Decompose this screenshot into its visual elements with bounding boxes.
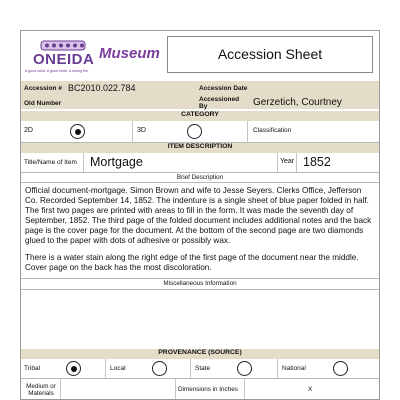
provenance-heading: PROVENANCE (SOURCE) bbox=[158, 349, 242, 356]
provenance-state-radio[interactable] bbox=[237, 361, 252, 376]
divider bbox=[83, 153, 84, 172]
title-label: Title/Name of Item bbox=[24, 159, 77, 166]
medium-value[interactable] bbox=[64, 383, 169, 397]
dimensions-separator: X bbox=[308, 386, 313, 393]
divider bbox=[105, 359, 106, 378]
option-2d-radio[interactable] bbox=[70, 124, 85, 139]
divider bbox=[247, 121, 248, 142]
accessioned-by-label bbox=[199, 96, 239, 110]
description-paragraph-1: Official document-mortgage. Simon Brown and wife to Jesse Seyers. Clerks Office, Jefferson Co. Recorded September 14, 1852. The indenture is a single sheet of blue paper folded in half. The first two pages are printed with areas to fill in the form. It was made the seventh day of September, 1852. The third page of the folded document includes additional notes and the back page is the cover page for the document. At the bottom of the second page are two diamonds glued to the paper with dots of adhesive or possibly wax. bbox=[25, 186, 372, 245]
misc-info-area[interactable] bbox=[21, 290, 379, 349]
provenance-tribal-label: Tribal bbox=[24, 365, 41, 372]
misc-label-row bbox=[21, 279, 379, 290]
medium-label-line1: Medium or bbox=[26, 383, 56, 390]
divider bbox=[244, 379, 245, 400]
logo-tagline: A good mind. A good heart. A strong fire. bbox=[25, 69, 90, 73]
accession-date-label: Accession Date bbox=[199, 85, 248, 92]
category-heading: CATEGORY bbox=[181, 111, 219, 118]
title-box bbox=[167, 36, 373, 73]
provenance-local-label: Local bbox=[110, 365, 126, 372]
title-value[interactable]: Mortgage bbox=[90, 155, 143, 169]
brief-description-area[interactable] bbox=[21, 183, 379, 279]
logo-text: ONEIDA bbox=[33, 51, 95, 68]
classification-label: Classification bbox=[253, 127, 292, 134]
provenance-heading-band bbox=[21, 349, 379, 359]
divider bbox=[277, 359, 278, 378]
brief-label-row bbox=[21, 173, 379, 183]
option-2d-label: 2D bbox=[24, 127, 33, 134]
option-3d-radio[interactable] bbox=[187, 124, 202, 139]
sheet-header bbox=[21, 31, 379, 78]
provenance-local-radio[interactable] bbox=[152, 361, 167, 376]
year-value[interactable]: 1852 bbox=[303, 155, 331, 169]
old-number-label: Old Number bbox=[24, 100, 62, 107]
accession-number-label: Accession # bbox=[24, 85, 62, 92]
provenance-tribal-radio[interactable] bbox=[66, 361, 81, 376]
accession-number-value[interactable]: BC2010.022.784 bbox=[68, 83, 136, 93]
provenance-row bbox=[21, 359, 379, 379]
provenance-national-radio[interactable] bbox=[333, 361, 348, 376]
description-paragraph-2: There is a water stain along the right edge of the first page of the document near the middle. Cover page on the back has the most discoloration. bbox=[25, 253, 359, 272]
dimensions-label: Dimensions in Inches bbox=[178, 386, 238, 393]
selected-dot bbox=[75, 129, 81, 135]
provenance-state-label: State bbox=[195, 365, 211, 372]
accessioned-by-label-line2: By bbox=[199, 103, 208, 110]
item-description-heading-band bbox=[21, 143, 379, 153]
museum-label: Museum bbox=[99, 45, 160, 62]
accessioned-by-label-line1: Accessioned bbox=[199, 96, 240, 103]
divider bbox=[296, 153, 297, 172]
medium-row bbox=[21, 379, 379, 400]
option-3d-label: 3D bbox=[137, 127, 146, 134]
accession-sheet bbox=[20, 30, 380, 400]
provenance-national-label: National bbox=[282, 365, 306, 372]
medium-label-line2: Materials bbox=[28, 390, 54, 397]
title-row bbox=[21, 153, 379, 173]
divider bbox=[132, 121, 133, 142]
selected-dot bbox=[71, 366, 77, 372]
divider bbox=[277, 153, 278, 172]
brief-description-label: Brief Description bbox=[176, 174, 224, 181]
accession-band bbox=[21, 81, 379, 109]
misc-info-label: Miscellaneous Information bbox=[163, 280, 237, 287]
accessioned-by-value[interactable]: Gerzetich, Courtney bbox=[253, 97, 342, 108]
category-heading-band bbox=[21, 111, 379, 121]
oneida-logo bbox=[21, 31, 166, 78]
category-row bbox=[21, 121, 379, 143]
year-label: Year bbox=[280, 158, 295, 165]
divider bbox=[60, 379, 61, 400]
item-description-heading: ITEM DESCRIPTION bbox=[167, 143, 233, 150]
sheet-title: Accession Sheet bbox=[217, 46, 323, 62]
medium-label bbox=[24, 383, 58, 397]
divider bbox=[190, 359, 191, 378]
divider bbox=[175, 379, 176, 400]
